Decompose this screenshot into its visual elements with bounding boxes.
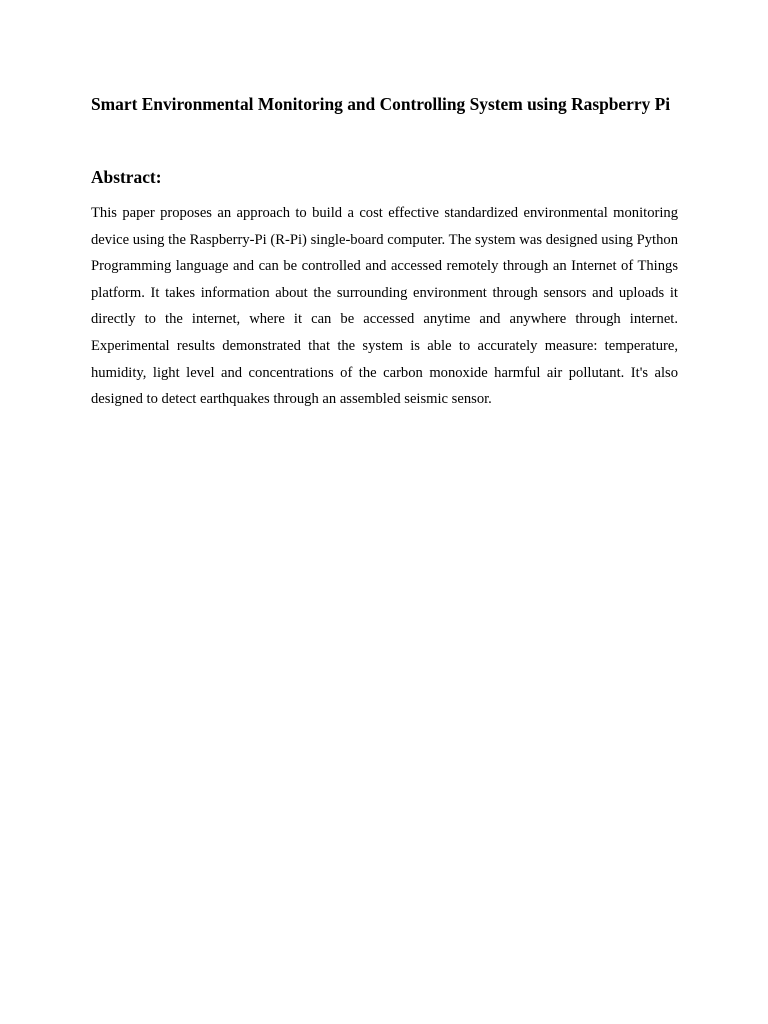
paper-title: Smart Environmental Monitoring and Controlling System using Raspberry Pi [91, 94, 671, 114]
abstract-heading: Abstract: [91, 167, 162, 187]
abstract-paragraph: This paper proposes an approach to build a cost effective standardized environmental monitoring device using the Raspberry-Pi (R-Pi) single-board computer. The system was designed using Python Programming language and can be controlled and accessed remotely through an Internet of Things platform. It takes information about the surrounding environment through sensors and uploads it directly to the internet, where it can be accessed anytime and anywhere through internet. Experimental results demonstrated that the system is able to accurately measure: temperature, humidity, light level and concentrations of the carbon monoxide harmful air pollutant. It's also designed to detect earthquakes through an assembled seismic sensor. [91, 205, 678, 408]
